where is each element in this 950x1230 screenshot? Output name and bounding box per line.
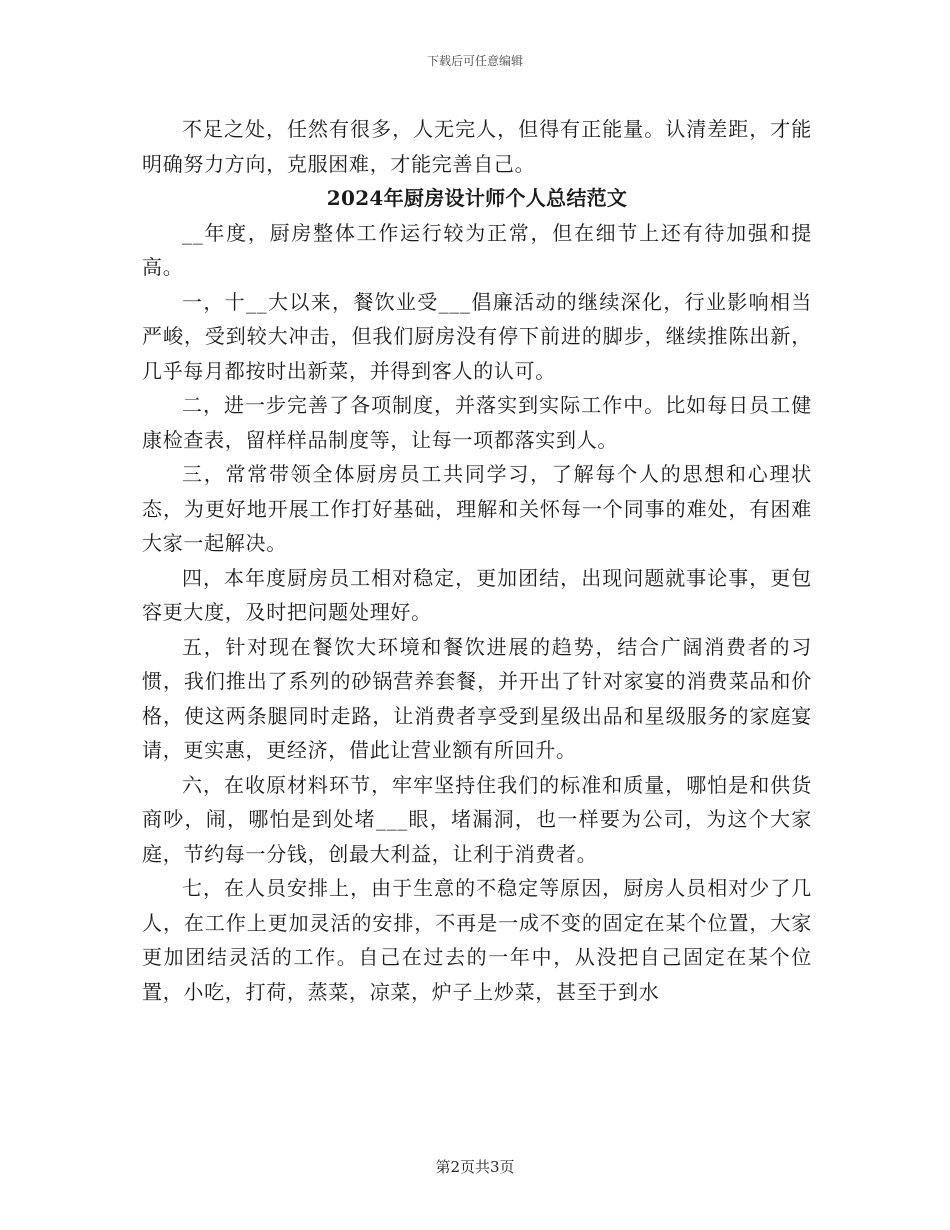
paragraph-1: 一，十__大以来，餐饮业受___倡廉活动的继续深化，行业影响相当严峻，受到较大冲击，但我们厨房没有停下前进的脚步，继续推陈出新，几乎每月都按时出新菜，并得到客人的认可。 — [142, 289, 812, 383]
paragraph-5: 五，针对现在餐饮大环境和餐饮进展的趋势，结合广阔消费者的习惯，我们推出了系列的砂锅营养套餐，并开出了针对家宴的消费菜品和价格，使这两条腿同时走路，让消费者享受到星级出品和星级服务的家庭宴请，更实惠，更经济，借此让营业额有所回升。 — [142, 634, 812, 762]
document-title: 2024年厨房设计师个人总结范文 — [326, 186, 628, 210]
header-note: 下载后可任意编辑 — [426, 54, 523, 68]
paragraph-2: 二，进一步完善了各项制度，并落实到实际工作中。比如每日员工健康检查表，留样样品制度等，让每一项都落实到人。 — [142, 393, 812, 452]
paragraph-0: __年度，厨房整体工作运行较为正常，但在细节上还有待加强和提高。 — [142, 220, 812, 279]
paragraph-6: 六，在收原材料环节，牢牢坚持住我们的标准和质量，哪怕是和供货商吵，闹，哪怕是到处堵___眼，堵漏洞，也一样要为公司，为这个大家庭，节约每一分钱，创最大利益，让利于消费者。 — [142, 772, 812, 866]
paragraph-3: 三，常常带领全体厨房员工共同学习，了解每个人的思想和心理状态，为更好地开展工作打好基础，理解和关怀每一个同事的难处，有困难大家一起解决。 — [142, 462, 812, 555]
intro-paragraph: 不足之处，任然有很多，人无完人，但得有正能量。认清差距，才能明确努力方向，克服困难，才能完善自己。 — [142, 117, 812, 176]
page-footer: 第2页共3页 — [435, 1158, 515, 1176]
document-body — [142, 112, 812, 1009]
paragraph-7: 七，在人员安排上，由于生意的不稳定等原因，厨房人员相对少了几人，在工作上更加灵活的安排，不再是一成不变的固定在某个位置，大家更加团结灵活的工作。自己在过去的一年中，从没把自己固定在某个位置，小吃，打荷，蒸菜，凉菜，炉子上炒菜，甚至于到水 — [142, 876, 812, 1004]
paragraph-4: 四，本年度厨房员工相对稳定，更加团结，出现问题就事论事，更包容更大度，及时把问题处理好。 — [142, 565, 812, 624]
